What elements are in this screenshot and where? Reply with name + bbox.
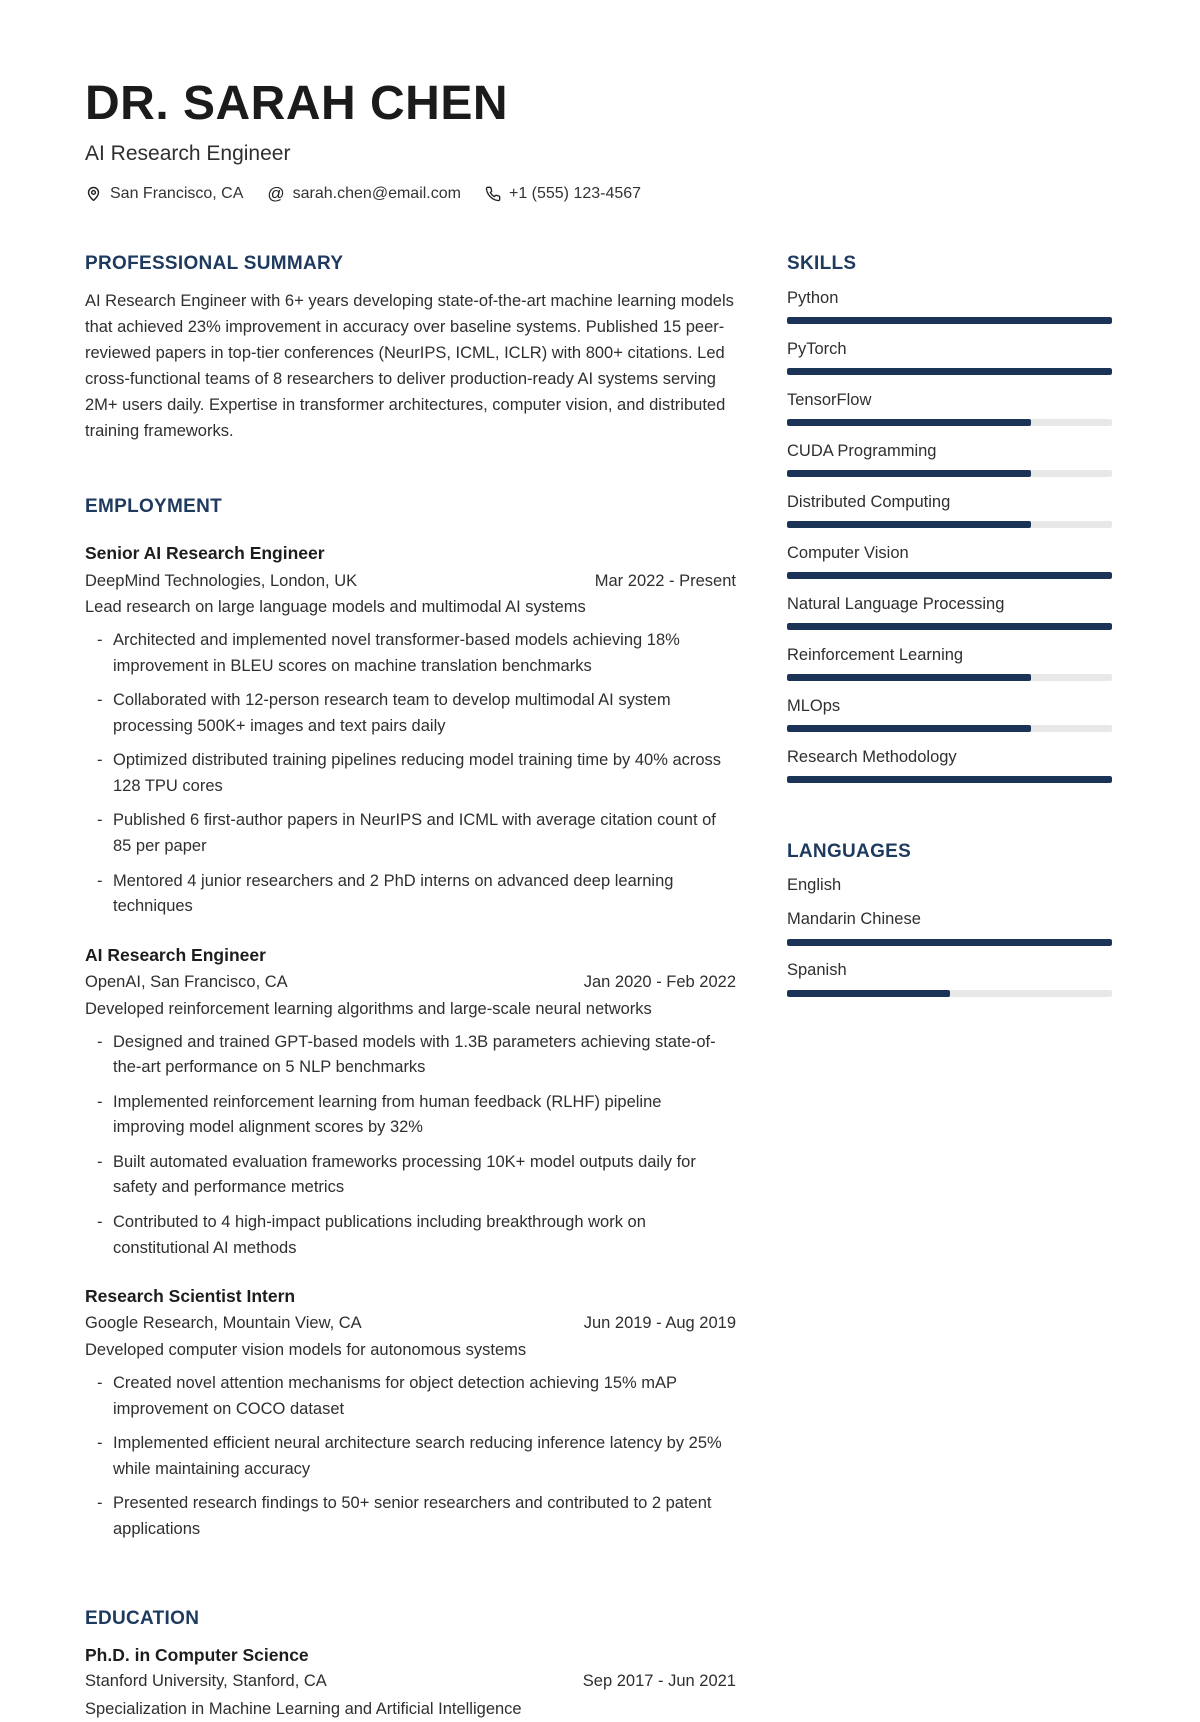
summary-heading: PROFESSIONAL SUMMARY: [85, 252, 344, 274]
skill-name: TensorFlow: [787, 390, 872, 409]
skill-bar-track: [787, 776, 1112, 783]
job-description: Lead research on large language models and multimodal AI systems: [85, 598, 586, 617]
skill-name: Research Methodology: [787, 747, 957, 766]
language-name: English: [787, 875, 842, 894]
job-entry: [85, 1284, 736, 1542]
skill-bar-track: [787, 317, 1112, 324]
skill-item: [787, 289, 1112, 324]
skill-bar-fill: [787, 725, 1031, 732]
skill-item: [787, 697, 1112, 732]
skill-item: [787, 493, 1112, 528]
job-bullet: - Architected and implemented novel transformer-based models achieving 18% improvement in BLEU scores on machine translation benchmarks: [85, 628, 736, 679]
skill-bar-fill: [787, 521, 1031, 528]
skill-bar-track: [787, 674, 1112, 681]
skill-name: Reinforcement Learning: [787, 645, 964, 664]
job-bullet: - Published 6 first-author papers in NeurIPS and ICML with average citation count of 85 per paper: [85, 808, 736, 859]
skills-heading: SKILLS: [787, 252, 857, 274]
skill-item: [787, 595, 1112, 630]
language-bar-fill: [787, 990, 950, 997]
person-name: DR. SARAH CHEN: [85, 77, 509, 130]
skill-bar-fill: [787, 419, 1031, 426]
skill-bar-track: [787, 521, 1112, 528]
contact-phone-text: +1 (555) 123-4567: [508, 184, 642, 202]
job-bullet-list: [85, 628, 736, 920]
languages-list: [787, 876, 1112, 997]
job-description: Developed computer vision models for autonomous systems: [85, 1341, 527, 1360]
degree-title: Ph.D. in Computer Science: [85, 1645, 309, 1666]
skill-bar-track: [787, 419, 1112, 426]
skill-bar-fill: [787, 572, 1112, 579]
skill-bar-track: [787, 470, 1112, 477]
job-company: DeepMind Technologies, London, UK: [85, 571, 358, 590]
job-bullet: - Mentored 4 junior researchers and 2 PhD interns on advanced deep learning techniques: [85, 869, 736, 920]
skill-name: PyTorch: [787, 339, 847, 358]
contact-email-text: sarah.chen@email.com: [292, 184, 461, 202]
skill-item: [787, 442, 1112, 477]
skill-bar-track: [787, 623, 1112, 630]
degree-dates: Sep 2017 - Jun 2021: [582, 1672, 736, 1691]
contact-phone: [485, 185, 641, 203]
section-languages: [787, 841, 1112, 997]
degree-school: Stanford University, Stanford, CA: [85, 1672, 327, 1691]
job-title: Research Scientist Intern: [85, 1286, 296, 1307]
job-bullet: - Implemented efficient neural architecture search reducing inference latency by 25% while maintaining accuracy: [85, 1431, 736, 1482]
job-bullet: - Created novel attention mechanisms for object detection achieving 15% mAP improvement on COCO dataset: [85, 1371, 736, 1422]
skill-bar-track: [787, 725, 1112, 732]
education-heading: EDUCATION: [85, 1608, 200, 1630]
skill-name: Computer Vision: [787, 543, 909, 562]
location-pin-icon: [85, 185, 102, 202]
job-entry: [85, 541, 736, 920]
skills-list: [787, 289, 1112, 783]
language-item: [787, 876, 1112, 895]
summary-text: AI Research Engineer with 6+ years developing state-of-the-art machine learning models that achieved 23% improvement in accuracy over baseline systems. Published 15 peer-reviewed papers in top-tier conferences (NeurIPS, ICML, ICLR) with 800+ citations. Led cross-functional teams of 8 researchers to deliver production-ready AI systems serving 2M+ users daily. Expertise in transformer architectures, computer vision, and distributed training frameworks.: [85, 291, 734, 441]
resume-header: [85, 78, 1112, 203]
job-bullet: - Built automated evaluation frameworks processing 10K+ model outputs daily for safety and performance metrics: [85, 1150, 736, 1201]
job-bullet: - Collaborated with 12-person research team to develop multimodal AI system processing 500K+ images and text pairs daily: [85, 688, 736, 739]
main-column: [85, 253, 736, 1722]
skill-bar-fill: [787, 776, 1112, 783]
job-bullet: - Presented research findings to 50+ senior researchers and contributed to 2 patent applications: [85, 1491, 736, 1542]
contact-row: [85, 185, 1112, 203]
skill-bar-track: [787, 572, 1112, 579]
language-name: Spanish: [787, 960, 847, 979]
job-bullet: - Optimized distributed training pipelines reducing model training time by 40% across 128 TPU cores: [85, 748, 736, 799]
skill-item: [787, 391, 1112, 426]
language-bar-track: [787, 939, 1112, 946]
skill-bar-fill: [787, 623, 1112, 630]
job-bullet-list: [85, 1371, 736, 1542]
skill-name: Natural Language Processing: [787, 594, 1005, 613]
section-education: [85, 1608, 736, 1722]
job-title: Senior AI Research Engineer: [85, 543, 325, 564]
skill-bar-fill: [787, 368, 1112, 375]
job-dates: Jun 2019 - Aug 2019: [583, 1314, 736, 1333]
skill-item: [787, 340, 1112, 375]
language-item: [787, 910, 1112, 946]
job-entry: [85, 943, 736, 1261]
job-dates: Mar 2022 - Present: [594, 571, 736, 590]
person-job-title: AI Research Engineer: [85, 141, 291, 165]
section-skills: [787, 253, 1112, 783]
language-item: [787, 961, 1112, 997]
contact-location-text: San Francisco, CA: [110, 184, 244, 202]
job-title: AI Research Engineer: [85, 944, 266, 965]
sidebar-column: [787, 253, 1112, 1722]
skill-name: Distributed Computing: [787, 492, 951, 511]
job-bullet-list: [85, 1030, 736, 1262]
language-bar-fill: [787, 939, 1112, 946]
job-bullet: - Implemented reinforcement learning from human feedback (RLHF) pipeline improving model alignment scores by 32%: [85, 1090, 736, 1141]
language-name: Mandarin Chinese: [787, 909, 921, 928]
skill-item: [787, 748, 1112, 783]
skill-bar-fill: [787, 470, 1031, 477]
skill-item: [787, 544, 1112, 579]
skill-name: MLOps: [787, 696, 841, 715]
phone-icon: [485, 186, 501, 202]
skill-item: [787, 646, 1112, 681]
skill-bar-track: [787, 368, 1112, 375]
job-dates: Jan 2020 - Feb 2022: [583, 973, 736, 992]
at-sign-icon: @: [267, 184, 285, 204]
language-bar-track: [787, 990, 1112, 997]
job-description: Developed reinforcement learning algorithms and large-scale neural networks: [85, 999, 652, 1018]
skill-name: Python: [787, 288, 839, 307]
skill-name: CUDA Programming: [787, 441, 937, 460]
job-company: OpenAI, San Francisco, CA: [85, 973, 288, 992]
contact-location: [85, 185, 243, 203]
job-bullet: - Designed and trained GPT-based models with 1.3B parameters achieving state-of-the-art performance on 5 NLP benchmarks: [85, 1030, 736, 1081]
languages-heading: LANGUAGES: [787, 840, 912, 862]
job-bullet: - Contributed to 4 high-impact publications including breakthrough work on constitutional AI methods: [85, 1210, 736, 1261]
degree-details: Specialization in Machine Learning and Artificial Intelligence: [85, 1699, 522, 1718]
degree-entry: [85, 1645, 736, 1722]
section-professional-summary: [85, 253, 736, 444]
job-company: Google Research, Mountain View, CA: [85, 1314, 362, 1333]
skill-bar-fill: [787, 674, 1031, 681]
contact-email: [267, 185, 461, 203]
skill-bar-fill: [787, 317, 1112, 324]
section-employment: [85, 496, 736, 1542]
employment-heading: EMPLOYMENT: [85, 496, 223, 518]
